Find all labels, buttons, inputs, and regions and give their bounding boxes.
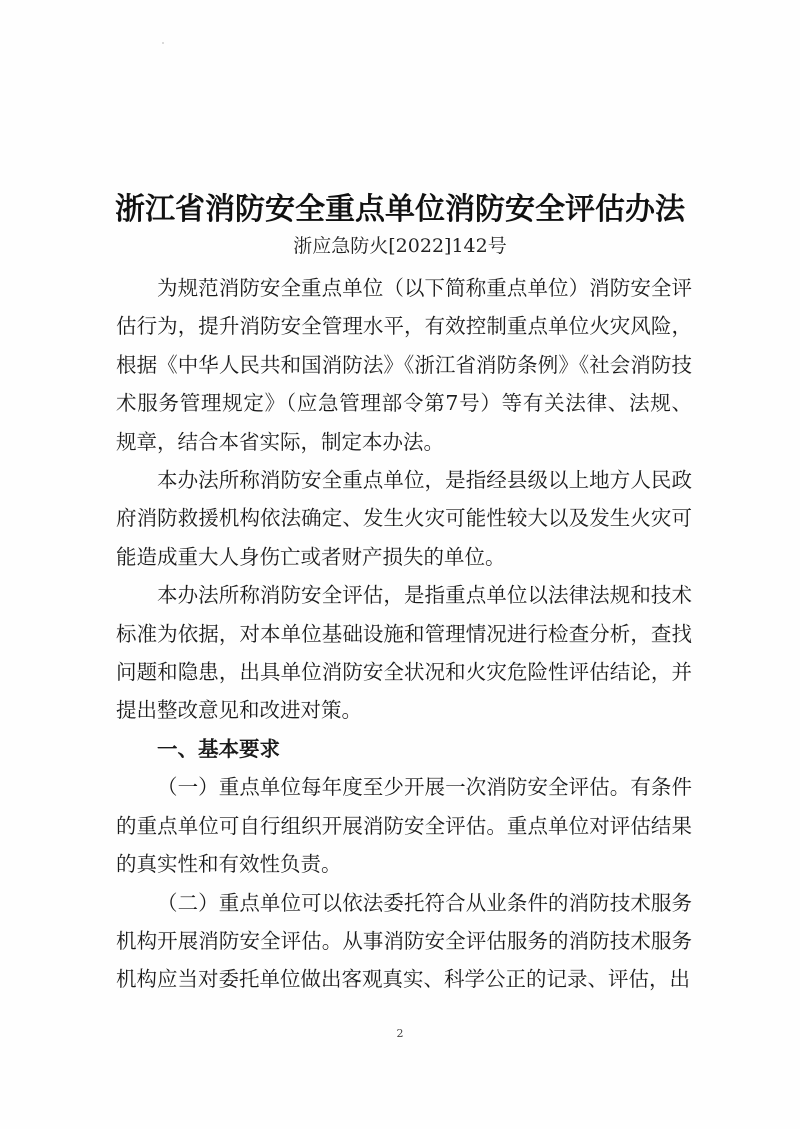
paragraph-requirement-2: （二）重点单位可以依法委托符合从业条件的消防技术服务机构开展消防安全评估。从事消防安全评估服务的消防技术服务机构应当对委托单位做出客观真实、科学公正的记录、评估，出	[116, 890, 692, 992]
section-heading-basic-requirements: 一、基本要求	[157, 736, 280, 761]
paragraph-definition-unit: 本办法所称消防安全重点单位，是指经县级以上地方人民政府消防救援机构依法确定、发生火灾可能性较大以及发生火灾可能造成重大人身伤亡或者财产损失的单位。	[116, 468, 692, 569]
paragraph-purpose: 为规范消防安全重点单位（以下简称重点单位）消防安全评估行为，提升消防安全管理水平，有效控制重点单位火灾风险，根据《中华人民共和国消防法》《浙江省消防条例》《社会消防技术服务管理规定》（应急管理部令第7号）等有关法律、法规、规章，结合本省实际，制定本办法。	[116, 276, 692, 454]
paragraph-requirement-1: （一）重点单位每年度至少开展一次消防安全评估。有条件的重点单位可自行组织开展消防安全评估。重点单位对评估结果的真实性和有效性负责。	[116, 775, 692, 877]
document-title: 浙江省消防安全重点单位消防安全评估办法	[115, 192, 685, 227]
document-number: 浙应急防火[2022]142号	[293, 235, 507, 257]
page-number: 2	[396, 1027, 404, 1040]
scan-artifact	[162, 42, 164, 44]
paragraph-definition-assessment: 本办法所称消防安全评估，是指重点单位以法律法规和技术标准为依据，对本单位基础设施和管理情况进行检查分析，查找问题和隐患，出具单位消防安全状况和火灾危险性评估结论，并提出整改意见和改进对策。	[116, 583, 692, 723]
document-body	[116, 269, 692, 999]
